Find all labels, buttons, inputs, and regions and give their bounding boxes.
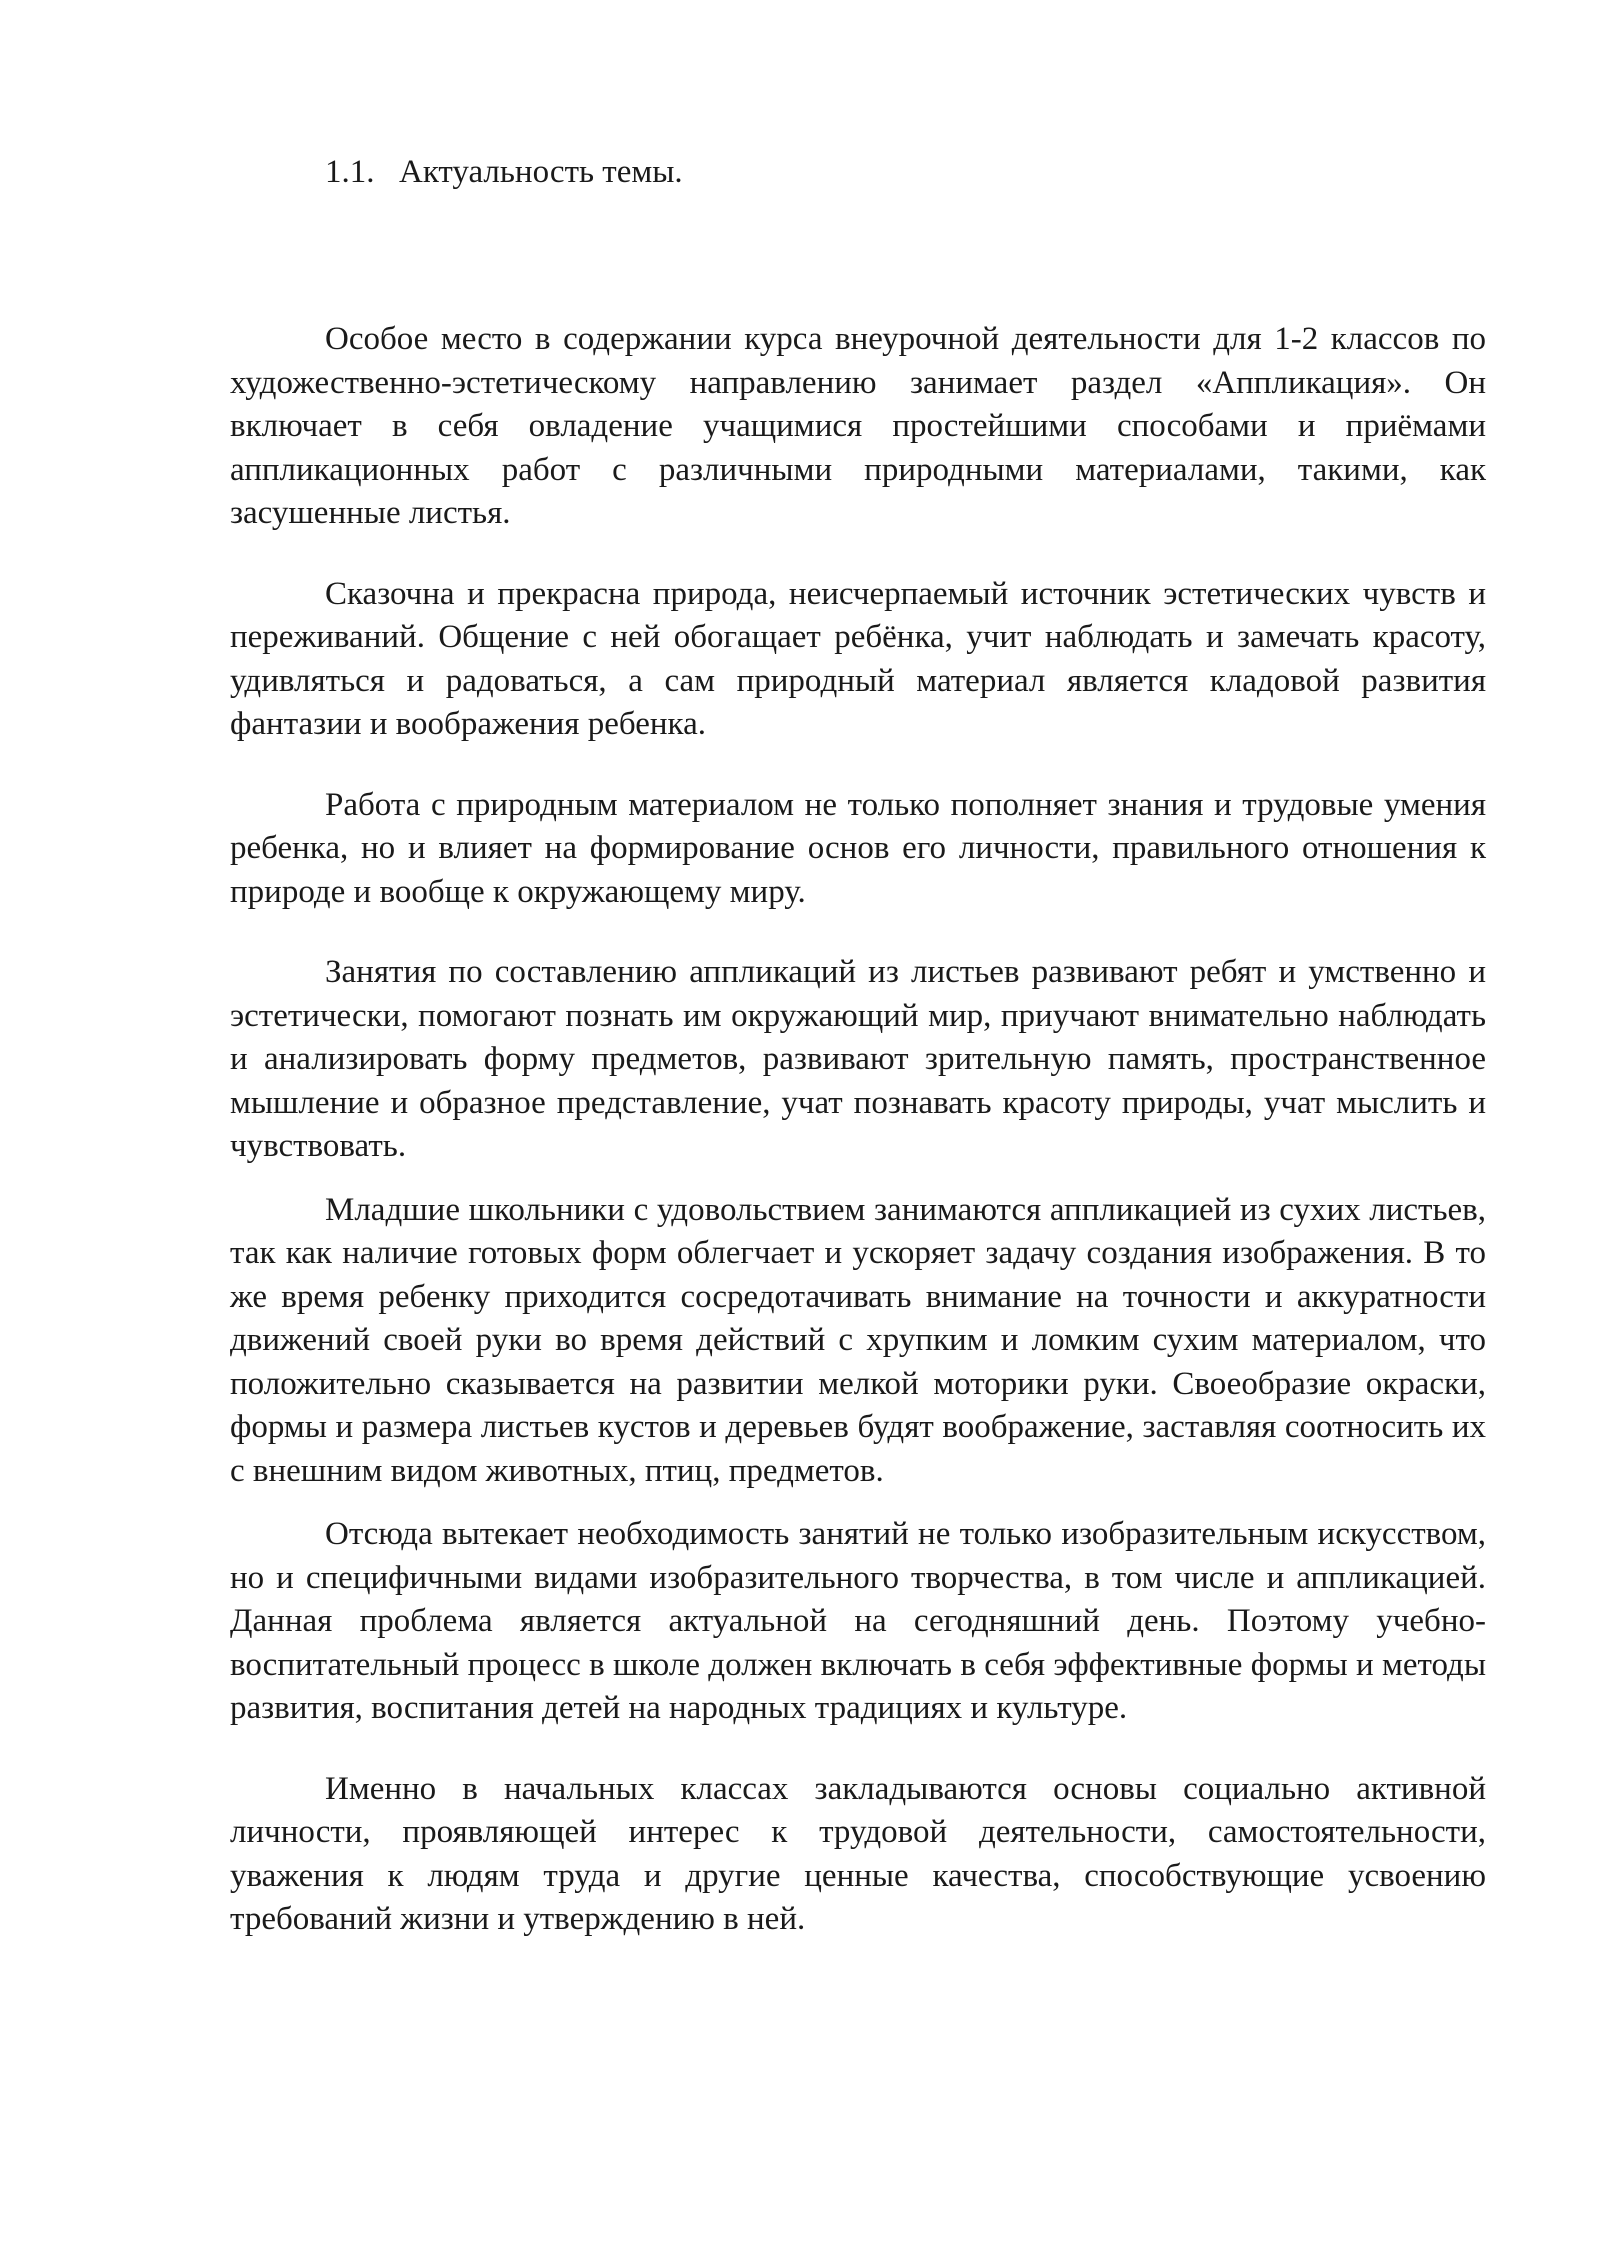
paragraph-4: Занятия по составлению аппликаций из листьев развивают ребят и умственно и эстетически, помогают познать им окружающий мир, приучают внимательно наблюдать и анализировать форму предметов, развивают зрительную память, пространственное мышление и образное представление, учат познавать красоту природы, учат мыслить и чувствовать. [230,954,1486,1164]
paragraph-6: Отсюда вытекает необходимость занятий не только изобразительным искусством, но и специфичными видами изобразительного творчества, в том числе и аппликацией. Данная проблема является актуальной на сегодняшний день. Поэтому учебно-воспитательный процесс в школе должен включать в себя эффективные формы и методы развития, воспитания детей на народных традициях и культуре. [230,1516,1486,1726]
paragraph-7: Именно в начальных классах закладываются основы социально активной личности, проявляющей интерес к трудовой деятельности, самостоятельности, уважения к людям труда и другие ценные качества, способствующие усвоению требований жизни и утверждению в ней. [230,1770,1486,1937]
paragraph-1: Особое место в содержании курса внеурочной деятельности для 1-2 классов по художественно-эстетическому направлению занимает раздел «Аппликация». Он включает в себя овладение учащимися простейшими способами и приёмами аппликационных работ с различными природными материалами, такими, как засушенные листья. [230,321,1486,531]
section-number: 1.1. [325,154,375,190]
section-title: Актуальность темы. [399,154,683,190]
paragraph-5: Младшие школьники с удовольствием занимаются аппликацией из сухих листьев, так как наличие готовых форм облегчает и ускоряет задачу создания изображения. В то же время ребенку приходится сосредотачивать внимание на точности и аккуратности движений своей руки во время действий с хрупким и ломким сухим материалом, что положительно сказывается на развитии мелкой моторики руки. Своеобразие окраски, формы и размера листьев кустов и деревьев будят воображение, заставляя соотносить их с внешним видом животных, птиц, предметов. [230,1191,1486,1489]
section-heading [325,151,683,194]
paragraph-3: Работа с природным материалом не только пополняет знания и трудовые умения ребенка, но и влияет на формирование основ его личности, правильного отношения к природе и вообще к окружающему миру. [230,786,1486,910]
paragraph-2: Сказочна и прекрасна природа, неисчерпаемый источник эстетических чувств и переживаний. Общение с ней обогащает ребёнка, учит наблюдать и замечать красоту, удивляться и радоваться, а сам природный материал является кладовой развития фантазии и воображения ребенка. [230,575,1486,742]
body-text [230,318,1486,1942]
